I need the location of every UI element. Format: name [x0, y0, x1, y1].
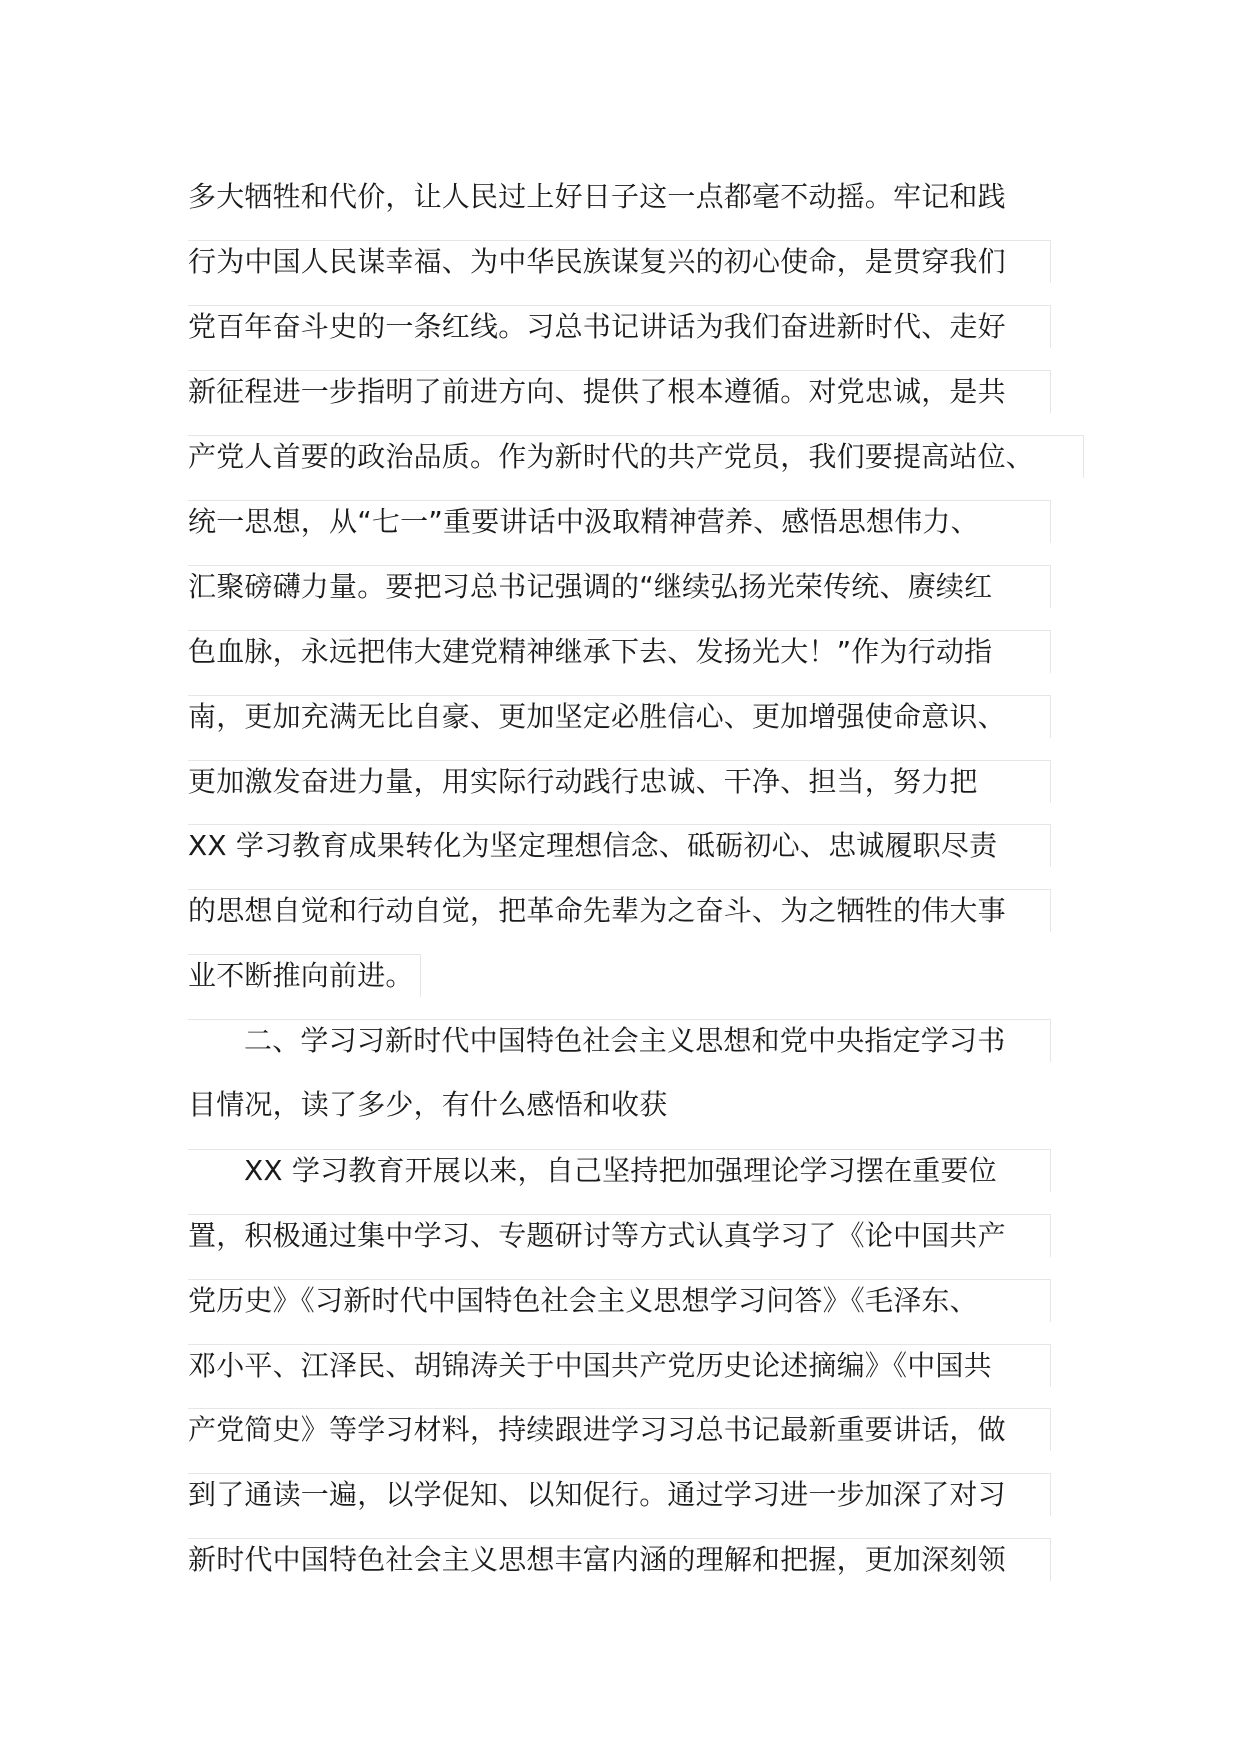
- body-text: [188, 164, 1118, 1592]
- text-line: 色血脉，永远把伟大建党精神继承下去、发扬光大！”作为行动指: [188, 618, 1118, 683]
- text-line: 新时代中国特色社会主义思想丰富内涵的理解和把握，更加深刻领: [188, 1527, 1118, 1592]
- text-line: 党历史》《习新时代中国特色社会主义思想学习问答》《毛泽东、: [188, 1267, 1118, 1332]
- text-line: 到了通读一遍，以学促知、以知促行。通过学习进一步加深了对习: [188, 1462, 1118, 1527]
- text-line: 业不断推向前进。: [188, 943, 1118, 1008]
- section-heading-continued: 目情况，读了多少，有什么感悟和收获: [188, 1088, 668, 1122]
- text-line: 行为中国人民谋幸福、为中华民族谋复兴的初心使命，是贯穿我们: [188, 229, 1118, 294]
- text-line: 新征程进一步指明了前进方向、提供了根本遵循。对党忠诚，是共: [188, 359, 1118, 424]
- text-line: 多大牺牲和代价，让人民过上好日子这一点都毫不动摇。牢记和践: [188, 180, 1006, 213]
- text-line: 党百年奋斗史的一条红线。习总书记讲话为我们奋进新时代、走好: [188, 294, 1118, 359]
- text-line: 南，更加充满无比自豪、更加坚定必胜信心、更加增强使命意识、: [188, 683, 1118, 748]
- text-line: 产党人首要的政治品质。作为新时代的共产党员，我们要提高站位、: [188, 424, 1118, 489]
- section-heading: 二、学习习新时代中国特色社会主义思想和党中央指定学习书: [188, 1008, 1118, 1073]
- text-line: 置，积极通过集中学习、专题研讨等方式认真学习了《论中国共产: [188, 1202, 1118, 1267]
- text-line: 统一思想，从“七一”重要讲话中汲取精神营养、感悟思想伟力、: [188, 488, 1118, 553]
- text-line: 邓小平、江泽民、胡锦涛关于中国共产党历史论述摘编》《中国共: [188, 1332, 1118, 1397]
- text-line: 汇聚磅礴力量。要把习总书记强调的“继续弘扬光荣传统、赓续红: [188, 553, 1118, 618]
- text-line: XX 学习教育成果转化为坚定理想信念、砥砺初心、忠诚履职尽责: [188, 813, 1118, 878]
- text-line: 的思想自觉和行动自觉，把革命先辈为之奋斗、为之牺牲的伟大事: [188, 878, 1118, 943]
- text-line: 产党简史》等学习材料，持续跟进学习习总书记最新重要讲话，做: [188, 1397, 1118, 1462]
- text-line: 更加激发奋进力量，用实际行动践行忠诚、干净、担当，努力把: [188, 748, 1118, 813]
- text-line: XX 学习教育开展以来，自己坚持把加强理论学习摆在重要位: [188, 1137, 1118, 1202]
